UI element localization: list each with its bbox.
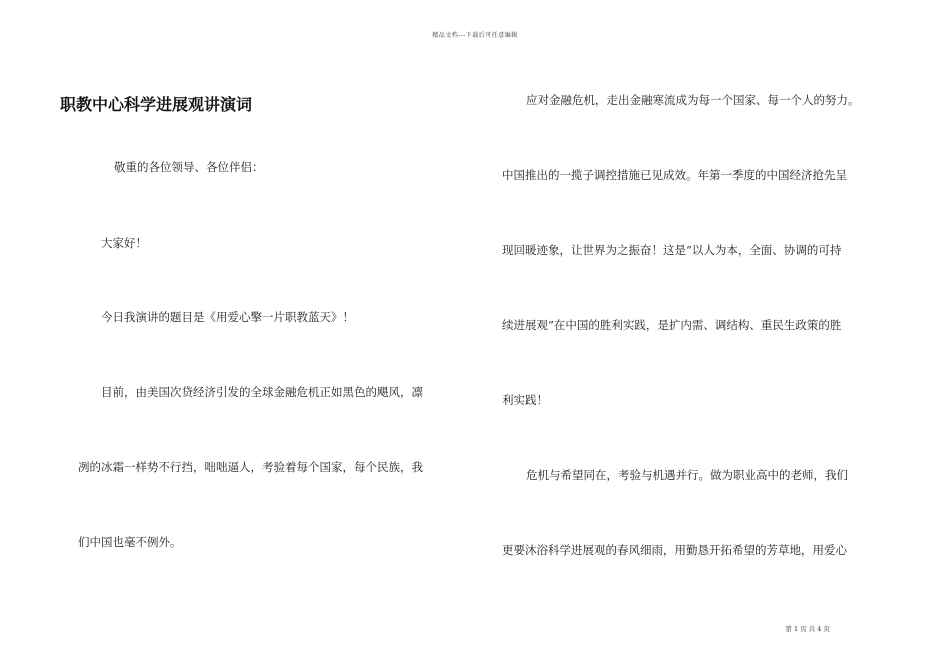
document-title: 职教中心科学进展观讲演词 [60,95,253,114]
body-line: 们中国也毫不例外。 [78,535,182,549]
body-line: 目前，由美国次贷经济引发的全球金融危机正如黑色的飓风，凛 [101,385,423,399]
body-line: 利实践！ [502,393,548,407]
page-number: 第 1 页 共 4 页 [785,625,830,633]
greeting-line: 大家好！ [101,236,147,250]
body-line: 续进展观”在中国的胜利实践，是扩内需、调结构、重民生政策的胜 [502,318,842,332]
body-line: 应对金融危机，走出金融寒流成为每一个国家、每一个人的努力。 [526,93,860,107]
page-header-note: 精品文档---下载后可任意编辑 [432,32,518,39]
left-column [60,0,480,672]
body-line: 现回暖迹象，让世界为之振奋！这是“以人为本，全面、协调的可持 [502,243,842,257]
body-line: 冽的冰霜一样势不行挡，咄咄逼人，考验着每个国家，每个民族，我 [78,460,423,474]
topic-line: 今日我演讲的题目是《用爱心擎一片职教蓝天》！ [101,310,354,324]
body-line: 中国推出的一揽子调控措施已见成效。年第一季度的中国经济抢先呈 [502,168,847,182]
body-line: 危机与希望同在，考验与机遇并行。做为职业高中的老师，我们 [526,468,848,482]
salutation-line: 敬重的各位领导、各位伴侣： [114,160,264,174]
right-column [500,0,920,672]
body-line: 更要沐浴科学进展观的春风细雨，用勤恳开拓希望的芳草地，用爱心 [502,543,847,557]
